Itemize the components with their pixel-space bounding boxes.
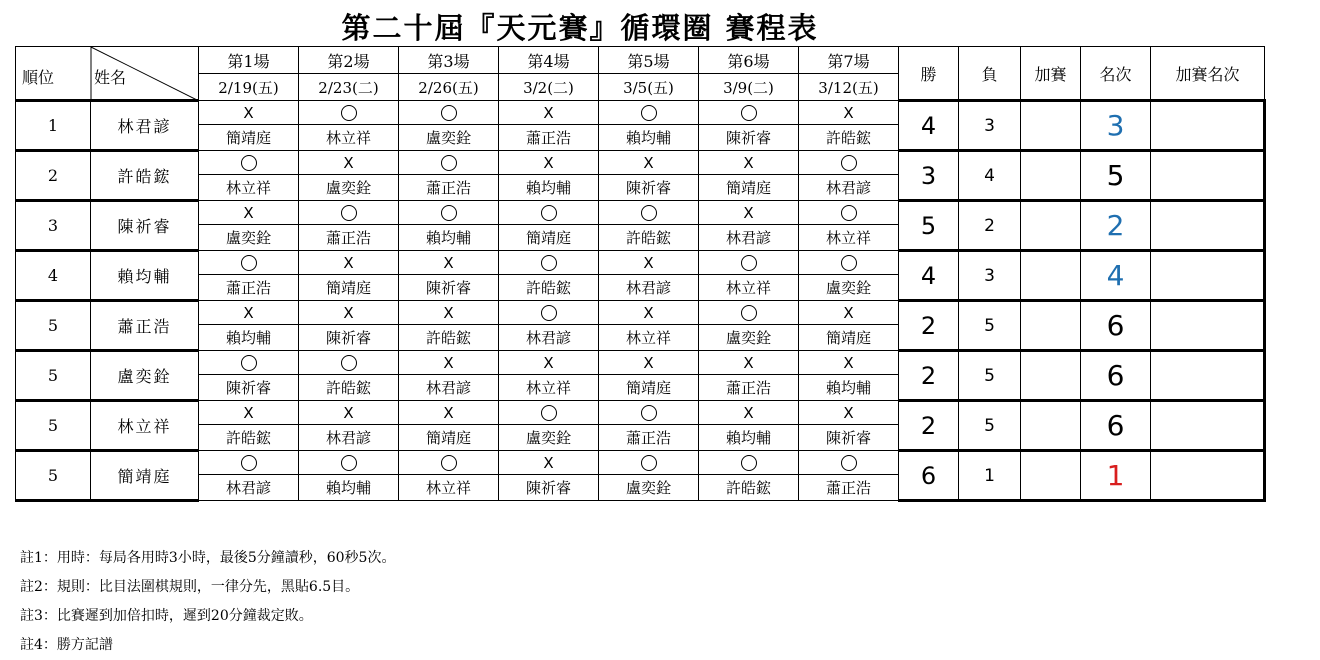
round-date: 2/23(二) [299,74,399,101]
opponent-cell: 陳祈睿 [299,325,399,351]
round-header: 第1場 [199,47,299,74]
opponent-cell: 賴均輔 [599,125,699,151]
name-cell: 蕭正浩 [91,301,199,351]
opponent-cell: 盧奕銓 [199,225,299,251]
place-header: 名次 [1081,47,1151,101]
place-cell: 3 [1081,101,1151,151]
result-cell [699,151,799,175]
opponent-cell: 蕭正浩 [799,475,899,501]
loss-x-icon: X [843,103,854,122]
name-header: 姓名 [94,68,127,87]
loss-x-icon: X [643,303,654,322]
win-circle-icon [641,105,657,121]
rank-cell: 5 [16,351,91,401]
wins-cell: 4 [899,101,959,151]
win-circle-icon [841,155,857,171]
name-cell: 賴均輔 [91,251,199,301]
win-circle-icon [441,455,457,471]
loss-x-icon: X [643,353,654,372]
playoff-cell [1021,201,1081,251]
loss-x-icon: X [343,153,354,172]
opponent-cell: 許皓鋐 [399,325,499,351]
player-row [16,451,1265,475]
loss-x-icon: X [843,403,854,422]
loss-x-icon: X [243,203,254,222]
result-cell [799,351,899,375]
place-cell: 6 [1081,301,1151,351]
wins-cell: 4 [899,251,959,301]
wins-cell: 2 [899,351,959,401]
win-circle-icon [441,155,457,171]
result-cell [699,301,799,325]
result-cell [799,151,899,175]
result-cell [499,351,599,375]
round-date: 3/9(二) [699,74,799,101]
result-cell [399,351,499,375]
loss-x-icon: X [743,153,754,172]
opponent-cell: 林君諺 [699,225,799,251]
rank-name-header [16,47,199,101]
playoff-place-cell [1151,301,1265,351]
opponent-cell: 陳祈睿 [699,125,799,151]
opponent-cell: 林立祥 [199,175,299,201]
opponent-cell: 林君諺 [399,375,499,401]
opponent-cell: 許皓鋐 [299,375,399,401]
result-cell [799,251,899,275]
losses-cell: 1 [959,451,1021,501]
round-header: 第7場 [799,47,899,74]
player-row [16,301,1265,325]
playoff-place-cell [1151,451,1265,501]
place-cell: 6 [1081,351,1151,401]
name-cell: 林立祥 [91,401,199,451]
result-cell [499,151,599,175]
wins-cell: 6 [899,451,959,501]
rank-cell: 2 [16,151,91,201]
opponent-cell: 賴均輔 [699,425,799,451]
playoff-place-cell [1151,201,1265,251]
opponent-cell: 林君諺 [799,175,899,201]
losses-header: 負 [959,47,1021,101]
round-date: 2/19(五) [199,74,299,101]
wins-cell: 2 [899,301,959,351]
result-cell [599,401,699,425]
result-cell [699,451,799,475]
win-circle-icon [741,255,757,271]
round-header: 第5場 [599,47,699,74]
opponent-cell: 陳祈睿 [199,375,299,401]
opponent-cell: 賴均輔 [499,175,599,201]
opponent-cell: 林立祥 [599,325,699,351]
result-cell [799,201,899,225]
rank-cell: 1 [16,101,91,151]
loss-x-icon: X [743,403,754,422]
win-circle-icon [341,105,357,121]
loss-x-icon: X [443,303,454,322]
place-cell: 6 [1081,401,1151,451]
result-cell [199,101,299,125]
loss-x-icon: X [343,403,354,422]
result-cell [599,451,699,475]
losses-cell: 2 [959,201,1021,251]
opponent-cell: 林君諺 [299,425,399,451]
opponent-cell: 林君諺 [199,475,299,501]
result-cell [599,351,699,375]
page-title: 第二十屆『天元賽』循環圈 賽程表 [341,11,819,45]
win-circle-icon [741,455,757,471]
result-cell [399,101,499,125]
rank-cell: 5 [16,401,91,451]
result-cell [499,251,599,275]
losses-cell: 5 [959,351,1021,401]
opponent-cell: 賴均輔 [399,225,499,251]
playoff-place-cell [1151,251,1265,301]
opponent-cell: 許皓鋐 [699,475,799,501]
win-circle-icon [341,205,357,221]
opponent-cell: 林君諺 [499,325,599,351]
result-cell [699,201,799,225]
opponent-cell: 盧奕銓 [499,425,599,451]
result-cell [499,301,599,325]
win-circle-icon [441,105,457,121]
result-cell [399,401,499,425]
opponent-cell: 林立祥 [799,225,899,251]
result-cell [199,451,299,475]
result-cell [199,401,299,425]
win-circle-icon [741,305,757,321]
loss-x-icon: X [643,253,654,272]
loss-x-icon: X [243,303,254,322]
opponent-cell: 林立祥 [499,375,599,401]
win-circle-icon [841,205,857,221]
win-circle-icon [741,105,757,121]
result-cell [599,201,699,225]
note-line: 註3：比賽遲到加倍扣時，遲到20分鐘裁定敗。 [20,608,313,624]
opponent-cell: 簡靖庭 [299,275,399,301]
opponent-cell: 盧奕銓 [299,175,399,201]
loss-x-icon: X [743,203,754,222]
opponent-cell: 陳祈睿 [399,275,499,301]
losses-cell: 3 [959,251,1021,301]
opponent-cell: 蕭正浩 [199,275,299,301]
opponent-cell: 盧奕銓 [799,275,899,301]
playoff-place-cell [1151,101,1265,151]
result-cell [699,351,799,375]
name-cell: 簡靖庭 [91,451,199,501]
result-cell [299,201,399,225]
name-cell: 林君諺 [91,101,199,151]
losses-cell: 3 [959,101,1021,151]
rank-cell: 5 [16,451,91,501]
win-circle-icon [841,455,857,471]
place-cell: 4 [1081,251,1151,301]
note-line: 註4：勝方記譜 [20,637,113,653]
result-cell [399,151,499,175]
loss-x-icon: X [543,453,554,472]
playoff-cell [1021,401,1081,451]
opponent-cell: 賴均輔 [799,375,899,401]
result-cell [699,101,799,125]
result-cell [399,301,499,325]
opponent-cell: 陳祈睿 [799,425,899,451]
win-circle-icon [541,405,557,421]
losses-cell: 5 [959,401,1021,451]
loss-x-icon: X [243,103,254,122]
place-cell: 5 [1081,151,1151,201]
win-circle-icon [241,255,257,271]
result-cell [799,401,899,425]
player-row [16,101,1265,125]
opponent-cell: 簡靖庭 [599,375,699,401]
result-cell [499,201,599,225]
result-cell [699,401,799,425]
win-circle-icon [841,255,857,271]
losses-cell: 4 [959,151,1021,201]
opponent-cell: 盧奕銓 [699,325,799,351]
playoff-cell [1021,151,1081,201]
result-cell [199,351,299,375]
loss-x-icon: X [443,253,454,272]
round-header: 第4場 [499,47,599,74]
round-header: 第2場 [299,47,399,74]
opponent-cell: 林立祥 [699,275,799,301]
playoff-cell [1021,301,1081,351]
round-header: 第6場 [699,47,799,74]
player-row [16,201,1265,225]
opponent-cell: 簡靖庭 [699,175,799,201]
win-circle-icon [241,155,257,171]
result-cell [299,301,399,325]
opponent-cell: 簡靖庭 [499,225,599,251]
playoff-cell [1021,451,1081,501]
result-cell [399,251,499,275]
win-circle-icon [541,205,557,221]
playoff-cell [1021,101,1081,151]
schedule-table [15,46,1266,502]
opponent-cell: 許皓鋐 [199,425,299,451]
playoff-place-cell [1151,351,1265,401]
opponent-cell: 賴均輔 [199,325,299,351]
win-circle-icon [641,455,657,471]
result-cell [299,251,399,275]
opponent-cell: 賴均輔 [299,475,399,501]
opponent-cell: 林立祥 [399,475,499,501]
win-circle-icon [341,355,357,371]
notes [20,544,395,660]
rank-header: 順位 [22,68,55,87]
player-row [16,401,1265,425]
loss-x-icon: X [343,303,354,322]
opponent-cell: 陳祈睿 [499,475,599,501]
result-cell [199,151,299,175]
result-cell [299,151,399,175]
result-cell [199,201,299,225]
playoff-place-header: 加賽名次 [1151,47,1265,101]
round-date: 3/12(五) [799,74,899,101]
playoff-header: 加賽 [1021,47,1081,101]
opponent-cell: 蕭正浩 [499,125,599,151]
opponent-cell: 簡靖庭 [399,425,499,451]
opponent-cell: 盧奕銓 [599,475,699,501]
result-cell [599,251,699,275]
win-circle-icon [641,205,657,221]
round-date: 2/26(五) [399,74,499,101]
loss-x-icon: X [443,353,454,372]
loss-x-icon: X [643,153,654,172]
round-date: 3/5(五) [599,74,699,101]
losses-cell: 5 [959,301,1021,351]
result-cell [399,201,499,225]
opponent-cell: 林立祥 [299,125,399,151]
opponent-cell: 蕭正浩 [699,375,799,401]
result-cell [499,101,599,125]
loss-x-icon: X [243,403,254,422]
rank-cell: 5 [16,301,91,351]
opponent-cell: 林君諺 [599,275,699,301]
rank-cell: 3 [16,201,91,251]
win-circle-icon [241,455,257,471]
result-cell [799,451,899,475]
loss-x-icon: X [543,153,554,172]
opponent-cell: 蕭正浩 [599,425,699,451]
table-header [16,47,1265,101]
loss-x-icon: X [743,353,754,372]
result-cell [699,251,799,275]
opponent-cell: 簡靖庭 [799,325,899,351]
result-cell [799,301,899,325]
win-circle-icon [541,255,557,271]
opponent-cell: 許皓鋐 [599,225,699,251]
loss-x-icon: X [843,303,854,322]
win-circle-icon [241,355,257,371]
loss-x-icon: X [443,403,454,422]
opponent-cell: 蕭正浩 [299,225,399,251]
opponent-cell: 許皓鋐 [499,275,599,301]
result-cell [799,101,899,125]
wins-cell: 2 [899,401,959,451]
wins-cell: 5 [899,201,959,251]
result-cell [299,101,399,125]
win-circle-icon [341,455,357,471]
win-circle-icon [641,405,657,421]
win-circle-icon [441,205,457,221]
note-line: 註2：規則：比目法圍棋規則，一律分先，黑貼6.5目。 [20,579,360,595]
win-circle-icon [541,305,557,321]
loss-x-icon: X [543,353,554,372]
place-cell: 1 [1081,451,1151,501]
loss-x-icon: X [843,353,854,372]
result-cell [499,451,599,475]
name-cell: 盧奕銓 [91,351,199,401]
loss-x-icon: X [343,253,354,272]
player-rows [16,101,1265,501]
result-cell [399,451,499,475]
opponent-cell: 許皓鋐 [799,125,899,151]
opponent-cell: 蕭正浩 [399,175,499,201]
playoff-place-cell [1151,151,1265,201]
result-cell [299,451,399,475]
result-cell [199,301,299,325]
loss-x-icon: X [543,103,554,122]
player-row [16,251,1265,275]
wins-cell: 3 [899,151,959,201]
opponent-cell: 盧奕銓 [399,125,499,151]
round-date: 3/2(二) [499,74,599,101]
result-cell [299,401,399,425]
player-row [16,151,1265,175]
rank-cell: 4 [16,251,91,301]
player-row [16,351,1265,375]
result-cell [299,351,399,375]
playoff-place-cell [1151,401,1265,451]
round-header: 第3場 [399,47,499,74]
opponent-cell: 陳祈睿 [599,175,699,201]
result-cell [599,101,699,125]
result-cell [499,401,599,425]
opponent-cell: 簡靖庭 [199,125,299,151]
result-cell [599,301,699,325]
name-cell: 陳祈睿 [91,201,199,251]
result-cell [599,151,699,175]
place-cell: 2 [1081,201,1151,251]
name-cell: 許皓鋐 [91,151,199,201]
result-cell [199,251,299,275]
playoff-cell [1021,251,1081,301]
playoff-cell [1021,351,1081,401]
wins-header: 勝 [899,47,959,101]
note-line: 註1：用時：每局各用時3小時，最後5分鐘讀秒，60秒5次。 [20,550,396,566]
